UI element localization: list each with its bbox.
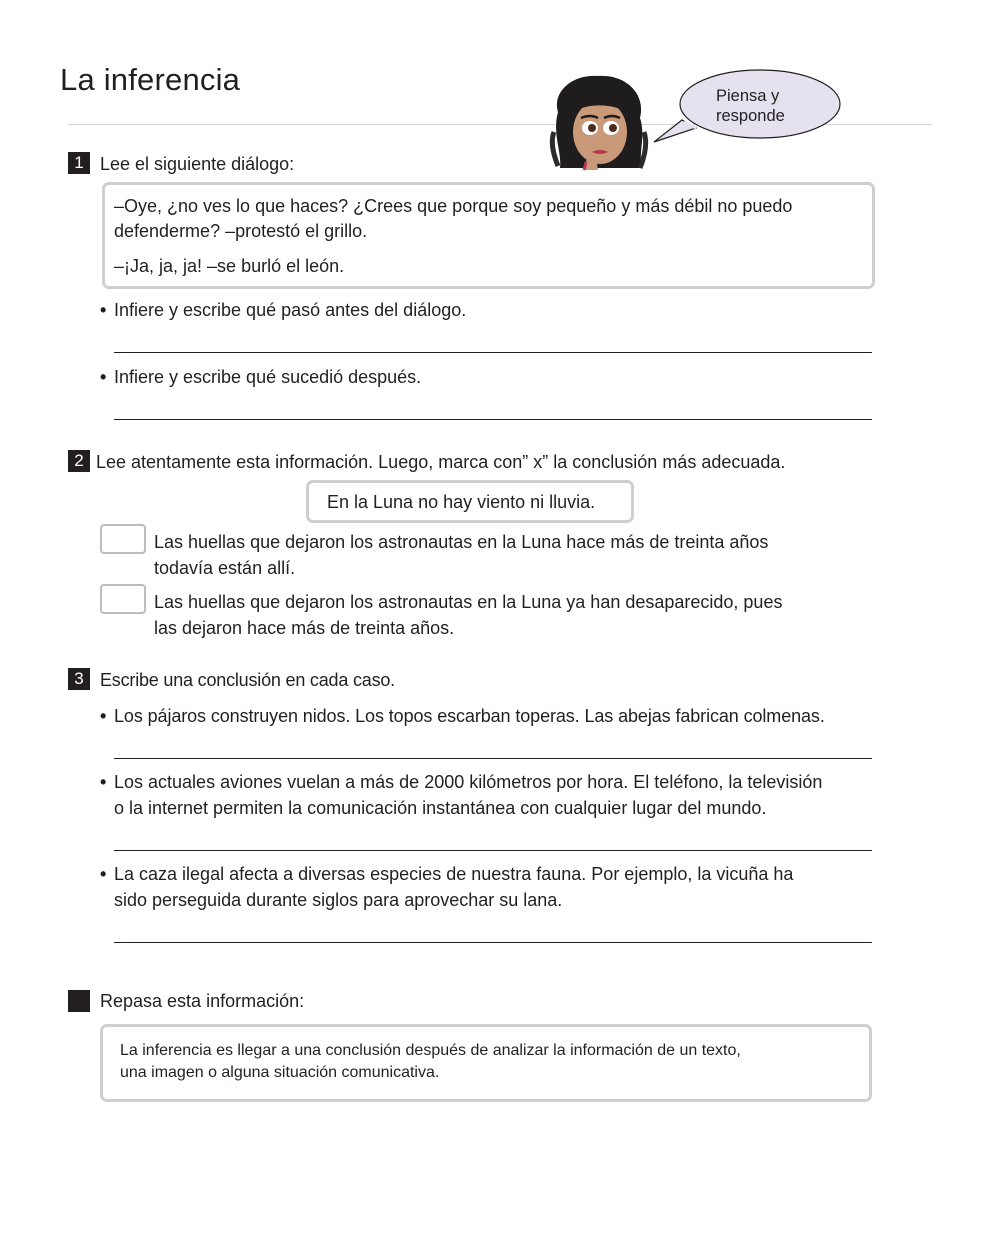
case-3: • La caza ilegal afecta a diversas especies de nuestra fauna. Por ejemplo, la vicuña ha (100, 864, 794, 884)
dialogue-line-1: –Oye, ¿no ves lo que haces? ¿Crees que porque soy pequeño y más débil no puedo (114, 196, 793, 216)
section-number-3: 3 (68, 668, 90, 690)
dialogue-line-3: –¡Ja, ja, ja! –se burló el león. (114, 256, 345, 276)
case-3-line-2: sido perseguida durante siglos para aprovechar su lana. (114, 890, 563, 910)
answer-line-before[interactable] (114, 352, 872, 353)
option-1-line-1: Las huellas que dejaron los astronautas en la Luna hace más de treinta años (154, 532, 769, 552)
page-title: La inferencia (60, 62, 241, 97)
answer-line-case-3[interactable] (114, 942, 872, 943)
section1-bullet-before: • Infiere y escribe qué pasó antes del diálogo. (100, 300, 467, 320)
case-1: • Los pájaros construyen nidos. Los topos escarban toperas. Las abejas fabrican colmenas. (100, 706, 825, 726)
section1-bullet-after: • Infiere y escribe qué sucedió después. (100, 367, 422, 387)
review-instruction: Repasa esta información: (100, 991, 305, 1011)
answer-line-case-1[interactable] (114, 758, 872, 759)
section2-instruction: Lee atentamente esta información. Luego, marca con” x” la conclusión más adecuada. (96, 452, 786, 472)
option-1-checkbox[interactable] (100, 524, 146, 554)
info-text: En la Luna no hay viento ni lluvia. (327, 492, 596, 512)
case-2: • Los actuales aviones vuelan a más de 2000 kilómetros por hora. El teléfono, la televisión (100, 772, 823, 792)
section-number-2: 2 (68, 450, 90, 472)
section3-instruction: Escribe una conclusión en cada caso. (100, 670, 395, 690)
bubble-line-2: responde (716, 107, 785, 125)
option-1-line-2: todavía están allí. (154, 558, 296, 578)
bullet-after-text: Infiere y escribe qué sucedió después. (114, 367, 422, 387)
review-line-1: La inferencia es llegar a una conclusión después de analizar la información de un texto, (120, 1042, 741, 1059)
case-3-line-1: La caza ilegal afecta a diversas especies de nuestra fauna. Por ejemplo, la vicuña ha (114, 864, 794, 884)
review-line-2: una imagen o alguna situación comunicativa. (120, 1064, 440, 1081)
avatar-girl-thinking (548, 72, 652, 172)
dialogue-line-2: defenderme? –protestó el grillo. (114, 221, 368, 241)
option-2-line-1: Las huellas que dejaron los astronautas en la Luna ya han desaparecido, pues (154, 592, 783, 612)
case-2-line-1: Los actuales aviones vuelan a más de 2000 kilómetros por hora. El teléfono, la televisión (114, 772, 823, 792)
case-1-text: Los pájaros construyen nidos. Los topos escarban toperas. Las abejas fabrican colmenas. (114, 706, 825, 726)
bubble-line-1: Piensa y (716, 87, 780, 105)
section1-instruction: Lee el siguiente diálogo: (100, 154, 295, 174)
section-number-1: 1 (68, 152, 90, 174)
option-2-checkbox[interactable] (100, 584, 146, 614)
option-2-line-2: las dejaron hace más de treinta años. (154, 618, 455, 638)
review-marker (68, 990, 90, 1012)
bullet-before-text: Infiere y escribe qué pasó antes del diálogo. (114, 300, 467, 320)
case-2-line-2: o la internet permiten la comunicación instantánea con cualquier lugar del mundo. (114, 798, 767, 818)
answer-line-after[interactable] (114, 419, 872, 420)
answer-line-case-2[interactable] (114, 850, 872, 851)
